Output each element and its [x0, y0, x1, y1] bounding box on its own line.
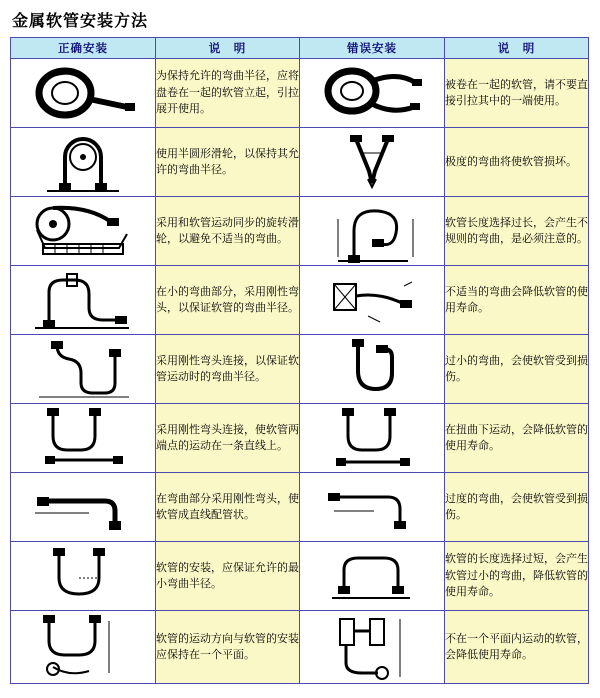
correct-desc-cell: 软管的安装，应保证允许的最小弯曲半径。	[156, 542, 300, 611]
table-header	[11, 38, 589, 59]
out-of-plane-motion-wrong-icon	[300, 611, 445, 684]
wrong-desc-cell: 过度的弯曲，会使软管受到损伤。	[445, 473, 589, 542]
table-row	[11, 266, 589, 335]
correct-desc-cell: 为保持允许的弯曲半径，应将盘卷在一起的软管立起，引拉展开使用。	[156, 59, 300, 128]
wrong-desc-cell: 极度的弯曲将使软管损坏。	[445, 128, 589, 197]
table-row	[11, 335, 589, 404]
rigid-elbow-motion-correct-icon	[11, 335, 156, 404]
column-header-correct: 正确安装	[11, 38, 156, 59]
straight-pipe-elbow-correct-icon	[11, 473, 156, 542]
improper-bend-wrong-icon	[300, 266, 445, 335]
column-header-wrong-desc: 说 明	[445, 38, 589, 59]
wrong-desc-cell: 不在一个平面内运动的软管，会降低使用寿命。	[445, 611, 589, 684]
coiled-hose-wrong-icon	[300, 59, 445, 128]
rigid-bend-small-radius-correct-icon	[11, 266, 156, 335]
table-row	[11, 611, 589, 684]
table-body	[11, 59, 589, 684]
correct-desc-cell: 在小的弯曲部分，采用刚性弯头，以保证软管的弯曲半径。	[156, 266, 300, 335]
wrong-desc-cell: 在扭曲下运动，会降低软管的使用寿命。	[445, 404, 589, 473]
correct-desc-cell: 采用刚性弯头连接，使软管两端点的运动在一条直线上。	[156, 404, 300, 473]
too-small-bend-wrong-icon	[300, 335, 445, 404]
rigid-elbow-straight-line-correct-icon	[11, 404, 156, 473]
column-header-wrong: 错误安装	[300, 38, 445, 59]
wrong-desc-cell: 软管的长度选择过短，会产生软管过小的弯曲，降低软管的使用寿命。	[445, 542, 589, 611]
too-long-small-bend-wrong-icon	[300, 542, 445, 611]
table-row	[11, 404, 589, 473]
correct-desc-cell: 使用半圆形滑轮，以保持其允许的弯曲半径。	[156, 128, 300, 197]
torsion-motion-wrong-icon	[300, 404, 445, 473]
page-title: 金属软管安装方法	[12, 11, 149, 30]
wrong-desc-cell: 过小的弯曲，会使软管受到损伤。	[445, 335, 589, 404]
wrong-desc-cell: 不适当的弯曲会降低软管的使用寿命。	[445, 266, 589, 335]
long-hose-irregular-bend-wrong-icon	[300, 197, 445, 266]
wrong-desc-cell: 软管长度选择过长，会产生不规则的弯曲，是必须注意的。	[445, 197, 589, 266]
installation-methods-table	[10, 37, 589, 684]
correct-desc-cell: 采用刚性弯头连接，以保证软管运动时的弯曲半径。	[156, 335, 300, 404]
sync-rotating-pulley-correct-icon	[11, 197, 156, 266]
table-row	[11, 128, 589, 197]
column-header-correct-desc: 说 明	[156, 38, 300, 59]
excessive-bend-wrong-icon	[300, 473, 445, 542]
table-row	[11, 197, 589, 266]
table-row	[11, 542, 589, 611]
table-row	[11, 59, 589, 128]
min-bend-radius-correct-icon	[11, 542, 156, 611]
correct-desc-cell: 在弯曲部分采用刚性弯头，使软管成直线配管状。	[156, 473, 300, 542]
correct-desc-cell: 采用和软管运动同步的旋转滑轮，以避免不适当的弯曲。	[156, 197, 300, 266]
sharp-bend-wrong-icon	[300, 128, 445, 197]
same-plane-motion-correct-icon	[11, 611, 156, 684]
table-header-row	[11, 38, 589, 59]
table-row	[11, 473, 589, 542]
correct-desc-cell: 软管的运动方向与软管的安装应保持在一个平面。	[156, 611, 300, 684]
semicircle-pulley-correct-icon	[11, 128, 156, 197]
coiled-hose-correct-icon	[11, 59, 156, 128]
wrong-desc-cell: 被卷在一起的软管，请不要直接引拉其中的一端使用。	[445, 59, 589, 128]
